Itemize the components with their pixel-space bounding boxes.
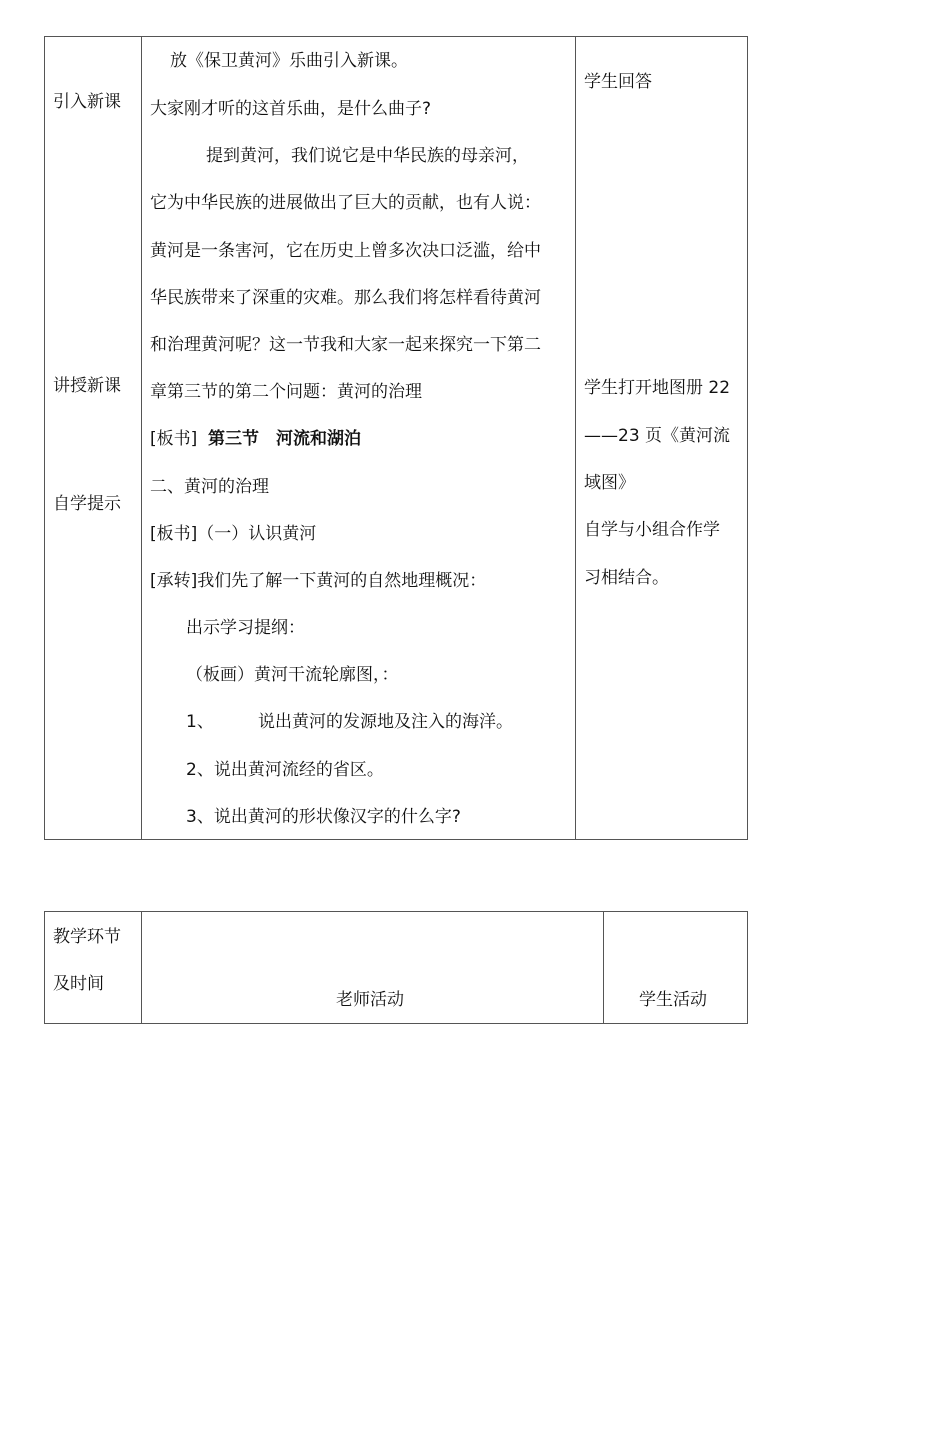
stage-teach: 讲授新课	[53, 376, 121, 396]
board-subheading: [板书]（一）认识黄河	[150, 524, 317, 544]
header-stage-time: 及时间	[53, 974, 104, 994]
header-teacher-activity: 老师活动	[336, 990, 404, 1010]
header-student-activity: 学生活动	[639, 990, 707, 1010]
teacher-line: 黄河是一条害河，它在历史上曾多次决口泛滥，给中	[150, 241, 541, 261]
section-heading: 二、黄河的治理	[150, 477, 269, 497]
teacher-line: 华民族带来了深重的灾难。那么我们将怎样看待黄河	[150, 288, 541, 308]
header-stage-time: 教学环节	[53, 927, 121, 947]
board-label: [板书]	[150, 429, 198, 449]
student-line: 学生打开地图册 22	[584, 378, 731, 398]
student-line: 域图》	[584, 473, 635, 493]
outline-item: 2、说出黄河流经的省区。	[186, 760, 384, 780]
column-divider	[575, 37, 576, 839]
teacher-line: 章第三节的第二个问题：黄河的治理	[150, 382, 422, 402]
column-divider	[603, 912, 604, 1023]
board-title: 第三节 河流和湖泊	[208, 429, 361, 449]
teacher-line: 放《保卫黄河》乐曲引入新课。	[170, 51, 408, 71]
teacher-line: 提到黄河，我们说它是中华民族的母亲河，	[206, 146, 529, 166]
student-line: ——23 页《黄河流	[584, 426, 731, 446]
student-line: 学生回答	[584, 72, 652, 92]
teacher-line: 它为中华民族的进展做出了巨大的贡献，也有人说：	[150, 193, 541, 213]
board-drawing-line: （板画）黄河干流轮廓图，：	[186, 665, 399, 685]
stage-self-study: 自学提示	[53, 494, 121, 514]
column-divider	[141, 37, 142, 839]
teacher-line: 大家刚才听的这首乐曲，是什么曲子?	[150, 99, 432, 119]
teacher-line: 和治理黄河呢？这一节我和大家一起来探究一下第二	[150, 335, 541, 355]
outline-item-text: 说出黄河的发源地及注入的海洋。	[258, 712, 513, 732]
outline-item-number: 1、	[186, 712, 214, 732]
student-line: 自学与小组合作学	[584, 520, 720, 540]
outline-title: 出示学习提纲：	[186, 618, 305, 638]
stage-intro: 引入新课	[53, 92, 121, 112]
transition-line: [承转]我们先了解一下黄河的自然地理概况：	[150, 571, 487, 591]
column-divider	[141, 912, 142, 1023]
student-line: 习相结合。	[584, 568, 669, 588]
outline-item: 3、说出黄河的形状像汉字的什么字?	[186, 807, 461, 827]
